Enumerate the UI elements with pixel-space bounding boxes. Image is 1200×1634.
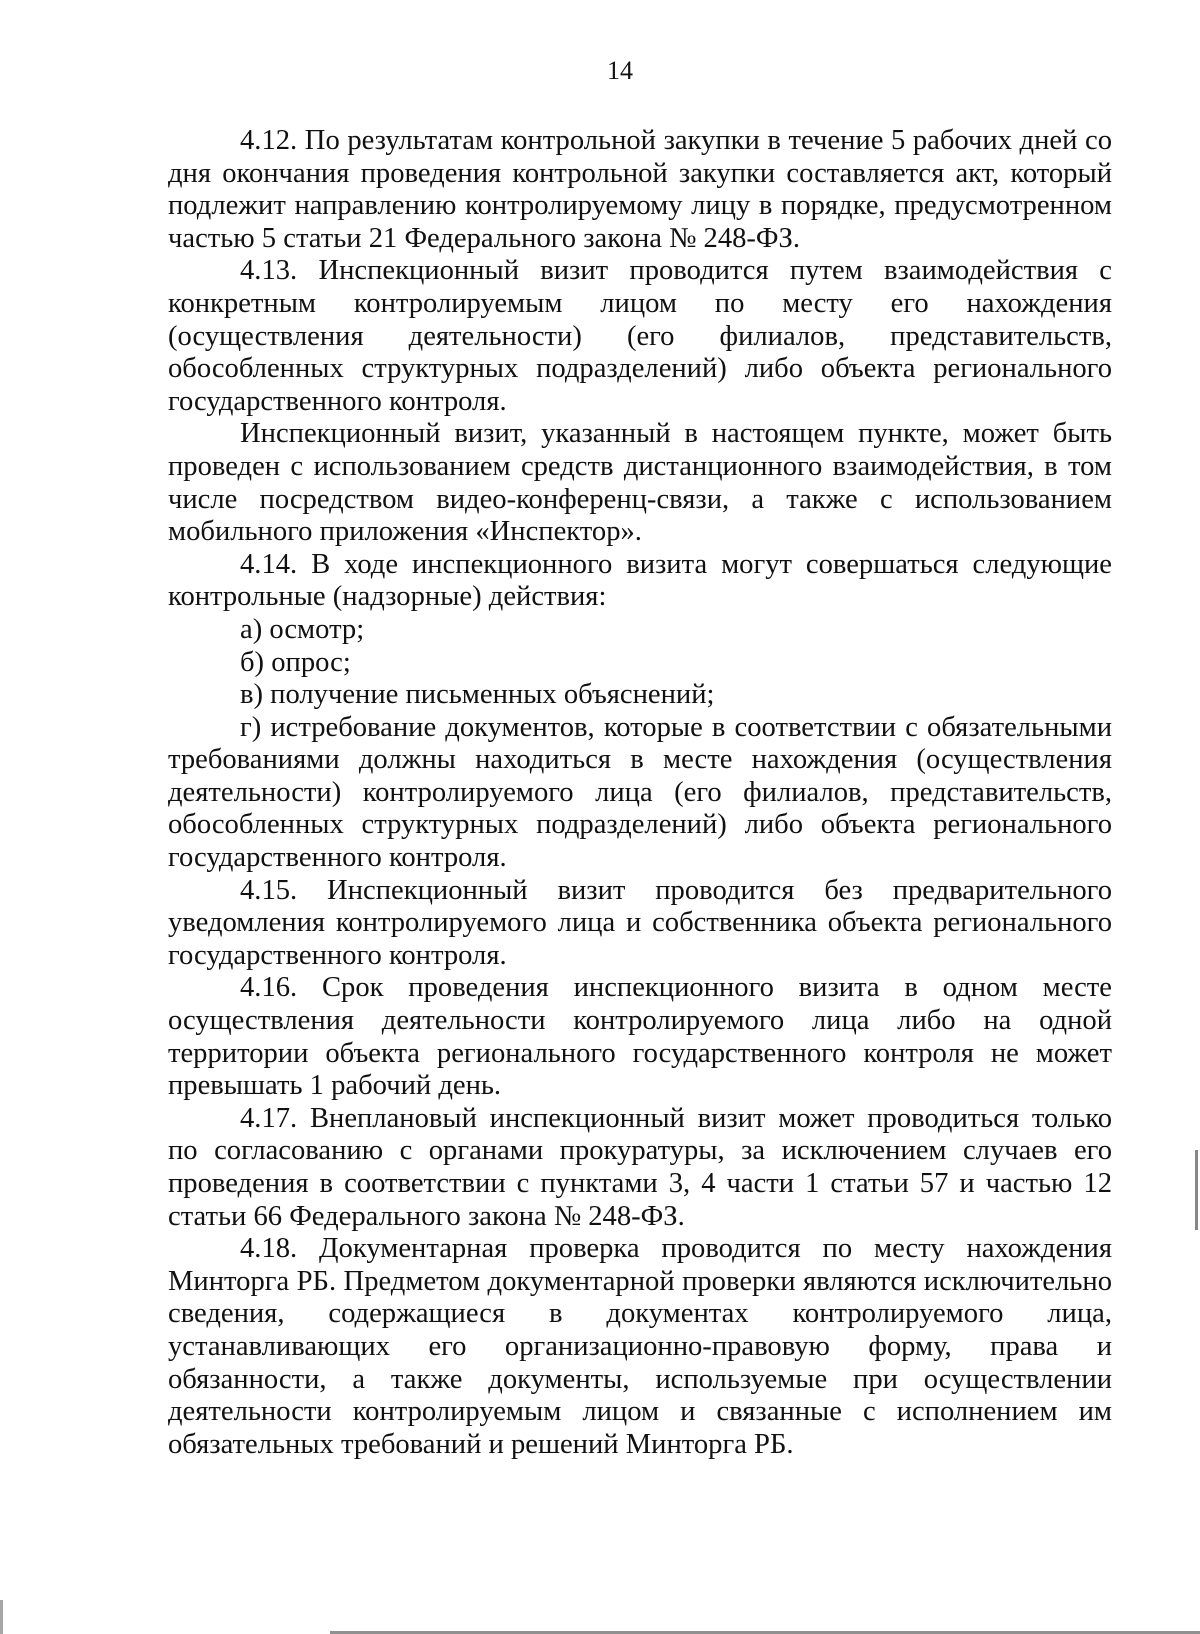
paragraph-4-16: 4.16. Срок проведения инспекционного визита в одном месте осуществления деятельности контролируемого лица либо на одной территории объекта регионального государственного контроля не может превышать 1 рабочий день.	[168, 972, 1112, 1102]
page-number: 14	[607, 56, 633, 85]
list-item-b: б) опрос;	[240, 646, 351, 678]
paragraph-4-14: 4.14. В ходе инспекционного визита могут совершаться следующие контрольные (надзорные) действия:	[168, 548, 1112, 613]
list-item-a: а) осмотр;	[240, 613, 365, 645]
paragraph-4-13: 4.13. Инспекционный визит проводится путем взаимодействия с конкретным контролируемым лицом по месту его нахождения (осуществления деятельности) (его филиалов, представительств, обособленных структурных подразделений) либо объекта регионального государственного контроля.	[168, 255, 1112, 417]
paragraph-4-12: 4.12. По результатам контрольной закупки в течение 5 рабочих дней со дня окончания проведения контрольной закупки составляется акт, который подлежит направлению контролируемому лицу в порядке, предусмотренном частью 5 статьи 21 Федерального закона № 248-ФЗ.	[168, 125, 1112, 254]
paragraph-4-18: 4.18. Документарная проверка проводится по месту нахождения Минторга РБ. Предметом документарной проверки являются исключительно сведения, содержащиеся в документах контролируемого лица, устанавливающих его организационно-правовую форму, права и обязанности, а также документы, используемые при осуществлении деятельности контролируемым лицом и связанные с исполнением им обязательных требований и решений Минторга РБ.	[168, 1233, 1112, 1460]
scan-edge-mark	[1195, 1150, 1198, 1230]
document-body	[168, 125, 1112, 1461]
list-item-g: г) истребование документов, которые в соответствии с обязательными требованиями должны находиться в месте нахождения (осуществления деятельности) контролируемого лица (его филиалов, представительств, обособленных структурных подразделений) либо объекта регионального государственного контроля.	[168, 711, 1112, 874]
paragraph-4-13-remote: Инспекционный визит, указанный в настоящем пункте, может быть проведен с использованием средств дистанционного взаимодействия, в том числе посредством видео-конференц-связи, а также с использованием мобильного приложения «Инспектор».	[168, 418, 1112, 548]
paragraph-4-15: 4.15. Инспекционный визит проводится без предварительного уведомления контролируемого лица и собственника объекта регионального государственного контроля.	[168, 874, 1112, 971]
scan-edge-mark	[0, 1600, 3, 1634]
list-item-v: в) получение письменных объяснений;	[240, 679, 715, 711]
paragraph-4-17: 4.17. Внеплановый инспекционный визит может проводиться только по согласованию с органами прокуратуры, за исключением случаев его проведения в соответствии с пунктами 3, 4 части 1 статьи 57 и частью 12 статьи 66 Федерального закона № 248-ФЗ.	[168, 1102, 1112, 1232]
